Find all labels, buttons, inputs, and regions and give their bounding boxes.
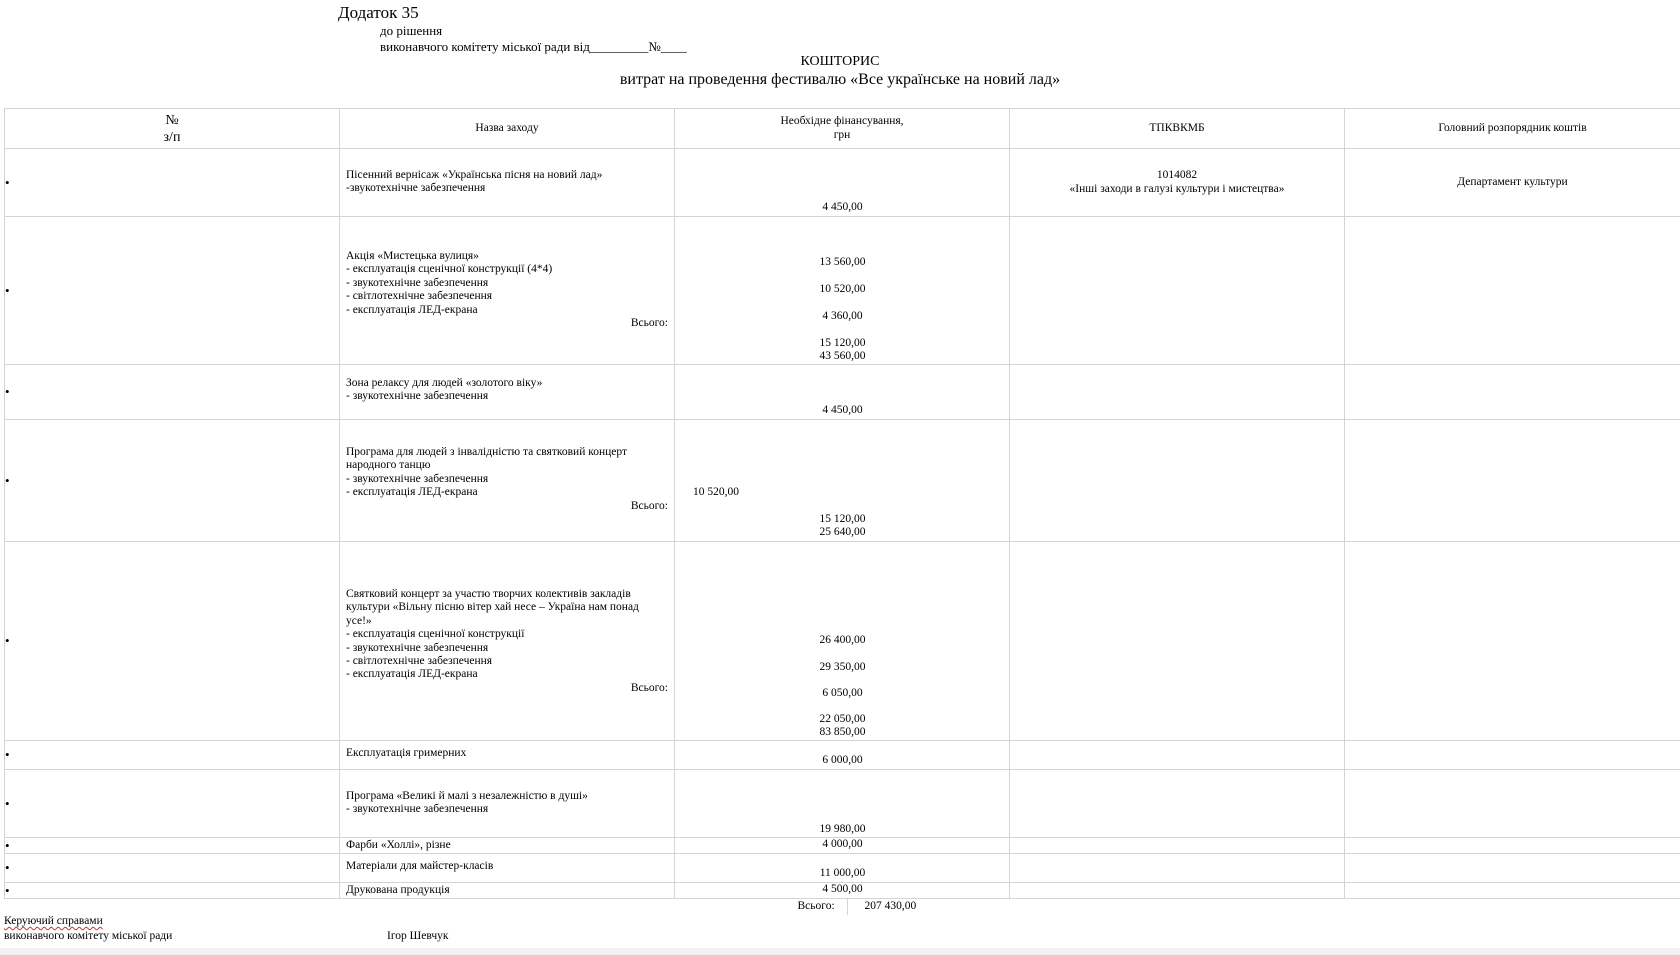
grand-total-value: 207 430,00 (864, 900, 917, 912)
budget-code-cell (1010, 770, 1345, 838)
row-bullet: • (5, 854, 340, 883)
event-name-cell: Пісенний вернісаж «Українська пісня на новий лад» -звукотехнічне забезпечення (340, 149, 675, 217)
manager-cell: Департамент культури (1345, 149, 1680, 217)
decision-line: до рішення (380, 23, 443, 38)
amount-value: 4 450,00 (822, 404, 863, 416)
amount-cell (675, 770, 1010, 838)
amount-value: 4 450,00 (822, 201, 863, 213)
amount-value: 10 520,00 (819, 283, 866, 295)
event-name-cell: Святковий концерт за участю творчих колективів закладів культури «Вільну пісню вітер хай несе – Україна нам понад усе!» - експлуатація сценічної конструкції - звукотехнічне забезпечення - світлотехнічне забезпечення - експлуатація ЛЕД-екрана Всього: (340, 542, 675, 741)
manager-cell (1345, 883, 1680, 899)
budget-code-cell (1010, 217, 1345, 365)
row-bullet: • (5, 217, 340, 365)
amount-value: 4 500,00 (822, 883, 863, 895)
amount-cell (675, 365, 1010, 420)
amount-cell (675, 149, 1010, 217)
budget-code-cell (1010, 883, 1345, 899)
subtotal-value: 43 560,00 (819, 350, 866, 362)
document-subtitle: витрат на проведення фестивалю «Все українське на новий лад» (619, 71, 1061, 88)
budget-code-description: «Інші заходи в галузі культури і мистецтва» (1069, 182, 1285, 195)
amount-value: 15 120,00 (819, 337, 866, 349)
amount-cell (675, 741, 1010, 770)
manager-cell (1345, 420, 1680, 542)
row-bullet: • (5, 883, 340, 899)
amount-value: 26 400,00 (819, 634, 866, 646)
row-bullet: • (5, 770, 340, 838)
amount-value: 22 050,00 (819, 713, 866, 725)
total-label: Всього: (630, 682, 668, 694)
total-label: Всього: (630, 500, 668, 512)
event-name-cell: Експлуатація гримерних (340, 741, 675, 770)
amount-value: 4 360,00 (822, 310, 863, 322)
table-row (5, 883, 1680, 899)
event-name-cell: Акція «Мистецька вулиця» - експлуатація сценічної конструкції (4*4) - звукотехнічне забезпечення - світлотехнічне забезпечення - експлуатація ЛЕД-екрана Всього: (340, 217, 675, 365)
header-number: № з/п (5, 109, 340, 149)
row-bullet: • (5, 420, 340, 542)
committee-line: виконавчого комітету міської ради від_________№____ (380, 39, 687, 54)
manager-cell (1345, 542, 1680, 741)
amount-cell (675, 542, 1010, 741)
table-row (5, 542, 1680, 741)
amount-cell (675, 883, 1010, 899)
amount-value: 4 000,00 (822, 838, 863, 850)
row-bullet: • (5, 365, 340, 420)
amount-value: 29 350,00 (819, 661, 866, 673)
event-name-cell: Матеріали для майстер-класів (340, 854, 675, 883)
header-manager: Головний розпорядник коштів (1345, 109, 1680, 149)
row-bullet: • (5, 149, 340, 217)
budget-code-cell (1010, 854, 1345, 883)
grand-total-label: Всього: (797, 900, 835, 912)
amount-value: 13 560,00 (819, 256, 866, 268)
header-budget-code: ТПКВКМБ (1010, 109, 1345, 149)
amount-cell (675, 420, 1010, 542)
grand-total-divider (847, 899, 849, 915)
amount-cell (675, 217, 1010, 365)
header-financing: Необхідне фінансування, грн (675, 109, 1010, 149)
amount-value: 6 000,00 (822, 754, 863, 766)
budget-code-cell (1010, 741, 1345, 770)
addendum-number: Додаток 35 (338, 3, 419, 22)
manager-cell (1345, 741, 1680, 770)
manager-cell (1345, 365, 1680, 420)
page-bottom-edge (0, 948, 1680, 955)
row-bullet: • (5, 741, 340, 770)
budget-code-cell (1010, 542, 1345, 741)
total-label: Всього: (630, 317, 668, 329)
table-row (5, 854, 1680, 883)
subtotal-value: 83 850,00 (819, 726, 866, 738)
budget-code: 1014082 (1156, 169, 1198, 182)
subtotal-value: 25 640,00 (819, 526, 866, 538)
manager-cell (1345, 838, 1680, 854)
table-row (5, 149, 1680, 217)
amount-cell (675, 854, 1010, 883)
amount-value: 10 520,00 (693, 486, 739, 498)
budget-code-cell (1010, 365, 1345, 420)
event-name-cell: Програма «Великі й малі з незалежністю в душі» - звукотехнічне забезпечення (340, 770, 675, 838)
amount-value: 19 980,00 (819, 823, 866, 835)
signer-role-line1: Керуючий справами (4, 915, 103, 927)
table-row (5, 770, 1680, 838)
manager-cell (1345, 770, 1680, 838)
table-row (5, 365, 1680, 420)
amount-value: 6 050,00 (822, 687, 863, 699)
table-header-row (5, 109, 1680, 149)
budget-code-cell (1010, 838, 1345, 854)
event-name-cell: Фарби «Холлі», різне (340, 838, 675, 854)
table-row (5, 420, 1680, 542)
amount-value: 11 000,00 (819, 867, 866, 879)
row-bullet: • (5, 542, 340, 741)
event-name-cell: Програма для людей з інвалідністю та святковий концерт народного танцю - звукотехнічне забезпечення - експлуатація ЛЕД-екрана Всього: (340, 420, 675, 542)
budget-code-cell (1010, 149, 1345, 217)
row-bullet: • (5, 838, 340, 854)
grand-total-row (5, 899, 1680, 916)
table-row (5, 741, 1680, 770)
budget-code-cell (1010, 420, 1345, 542)
estimate-table (4, 108, 1680, 915)
event-name-cell: Друкована продукція (340, 883, 675, 899)
amount-value: 15 120,00 (819, 513, 866, 525)
header-event-name: Назва заходу (340, 109, 675, 149)
signer-role-line2: виконавчого комітету міської ради (4, 930, 173, 942)
table-row (5, 838, 1680, 854)
table-row (5, 217, 1680, 365)
amount-cell (675, 838, 1010, 854)
document-title: КОШТОРИС (800, 54, 880, 69)
manager-cell (1345, 854, 1680, 883)
manager-cell (1345, 217, 1680, 365)
event-name-cell: Зона релаксу для людей «золотого віку» - звукотехнічне забезпечення (340, 365, 675, 420)
signer-name: Ігор Шевчук (387, 930, 449, 942)
